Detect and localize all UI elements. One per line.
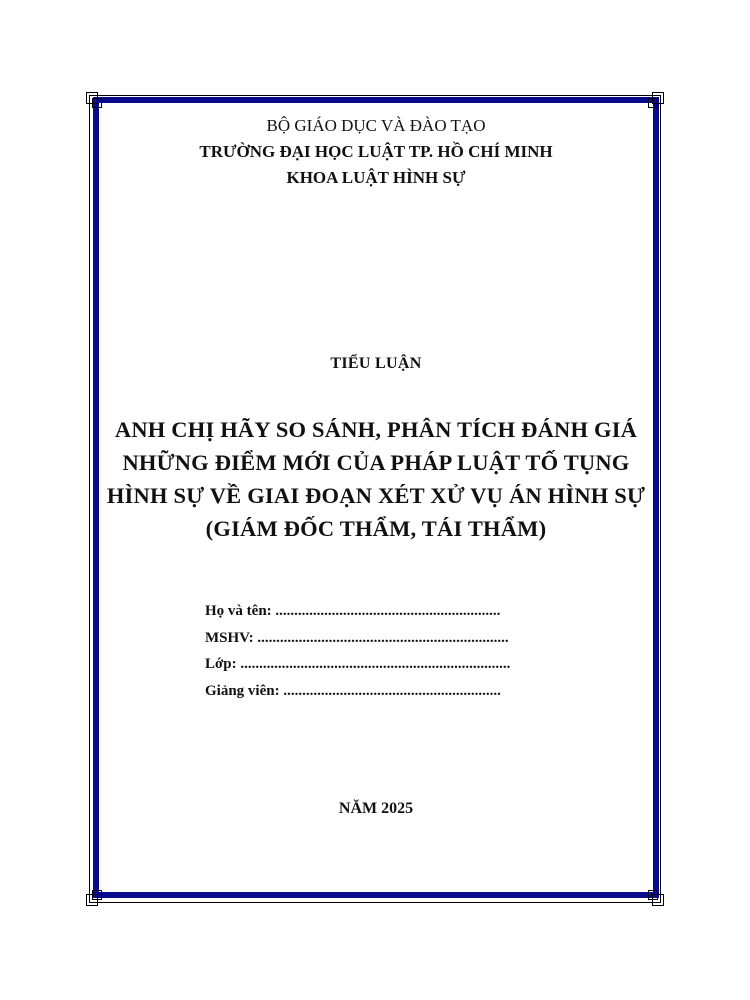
- title-line-1: ANH CHỊ HÃY SO SÁNH, PHÂN TÍCH ĐÁNH GIÁ: [114, 417, 638, 442]
- document-title: [88, 413, 664, 545]
- ministry-name: BỘ GIÁO DỤC VÀ ĐÀO TẠO: [266, 116, 486, 135]
- title-line-4: (GIÁM ĐỐC THẨM, TÁI THẨM): [205, 516, 547, 541]
- name-field-dots: ............................................................: [271, 603, 501, 619]
- year-label: NĂM 2025: [338, 800, 414, 817]
- corner-ornament-bottom-left-inner: [92, 890, 102, 900]
- student-id-field-dots: ...................................................................: [253, 629, 509, 646]
- university-name: TRƯỜNG ĐẠI HỌC LUẬT TP. HỒ CHÍ MINH: [199, 142, 553, 161]
- institution-header: [100, 113, 652, 191]
- class-field-dots: ........................................................................: [236, 656, 511, 672]
- student-info-block: [205, 598, 535, 704]
- title-line-2: NHỮNG ĐIỂM MỚI CỦA PHÁP LUẬT TỐ TỤNG: [122, 450, 630, 475]
- corner-ornament-bottom-right-inner: [648, 890, 658, 900]
- info-row-lecturer: [205, 678, 535, 705]
- year-block: [100, 800, 652, 818]
- title-line-3: HÌNH SỰ VỀ GIAI ĐOẠN XÉT XỬ VỤ ÁN HÌNH SỰ: [106, 483, 646, 508]
- info-row-name: [205, 598, 535, 625]
- corner-ornament-top-left-inner: [92, 98, 102, 108]
- student-id-label: MSHV:: [205, 629, 254, 646]
- lecturer-label: Giảng viên:: [205, 682, 280, 699]
- doc-type-label: TIỂU LUẬN: [330, 355, 422, 372]
- name-label: Họ và tên:: [205, 603, 272, 619]
- class-label: Lớp:: [205, 656, 237, 672]
- faculty-name: KHOA LUẬT HÌNH SỰ: [286, 168, 466, 187]
- info-row-student-id: [205, 625, 535, 652]
- corner-ornament-top-right-inner: [648, 98, 658, 108]
- info-row-class: [205, 651, 535, 678]
- lecturer-field-dots: ..........................................................: [279, 682, 501, 699]
- doc-type-block: [100, 355, 652, 373]
